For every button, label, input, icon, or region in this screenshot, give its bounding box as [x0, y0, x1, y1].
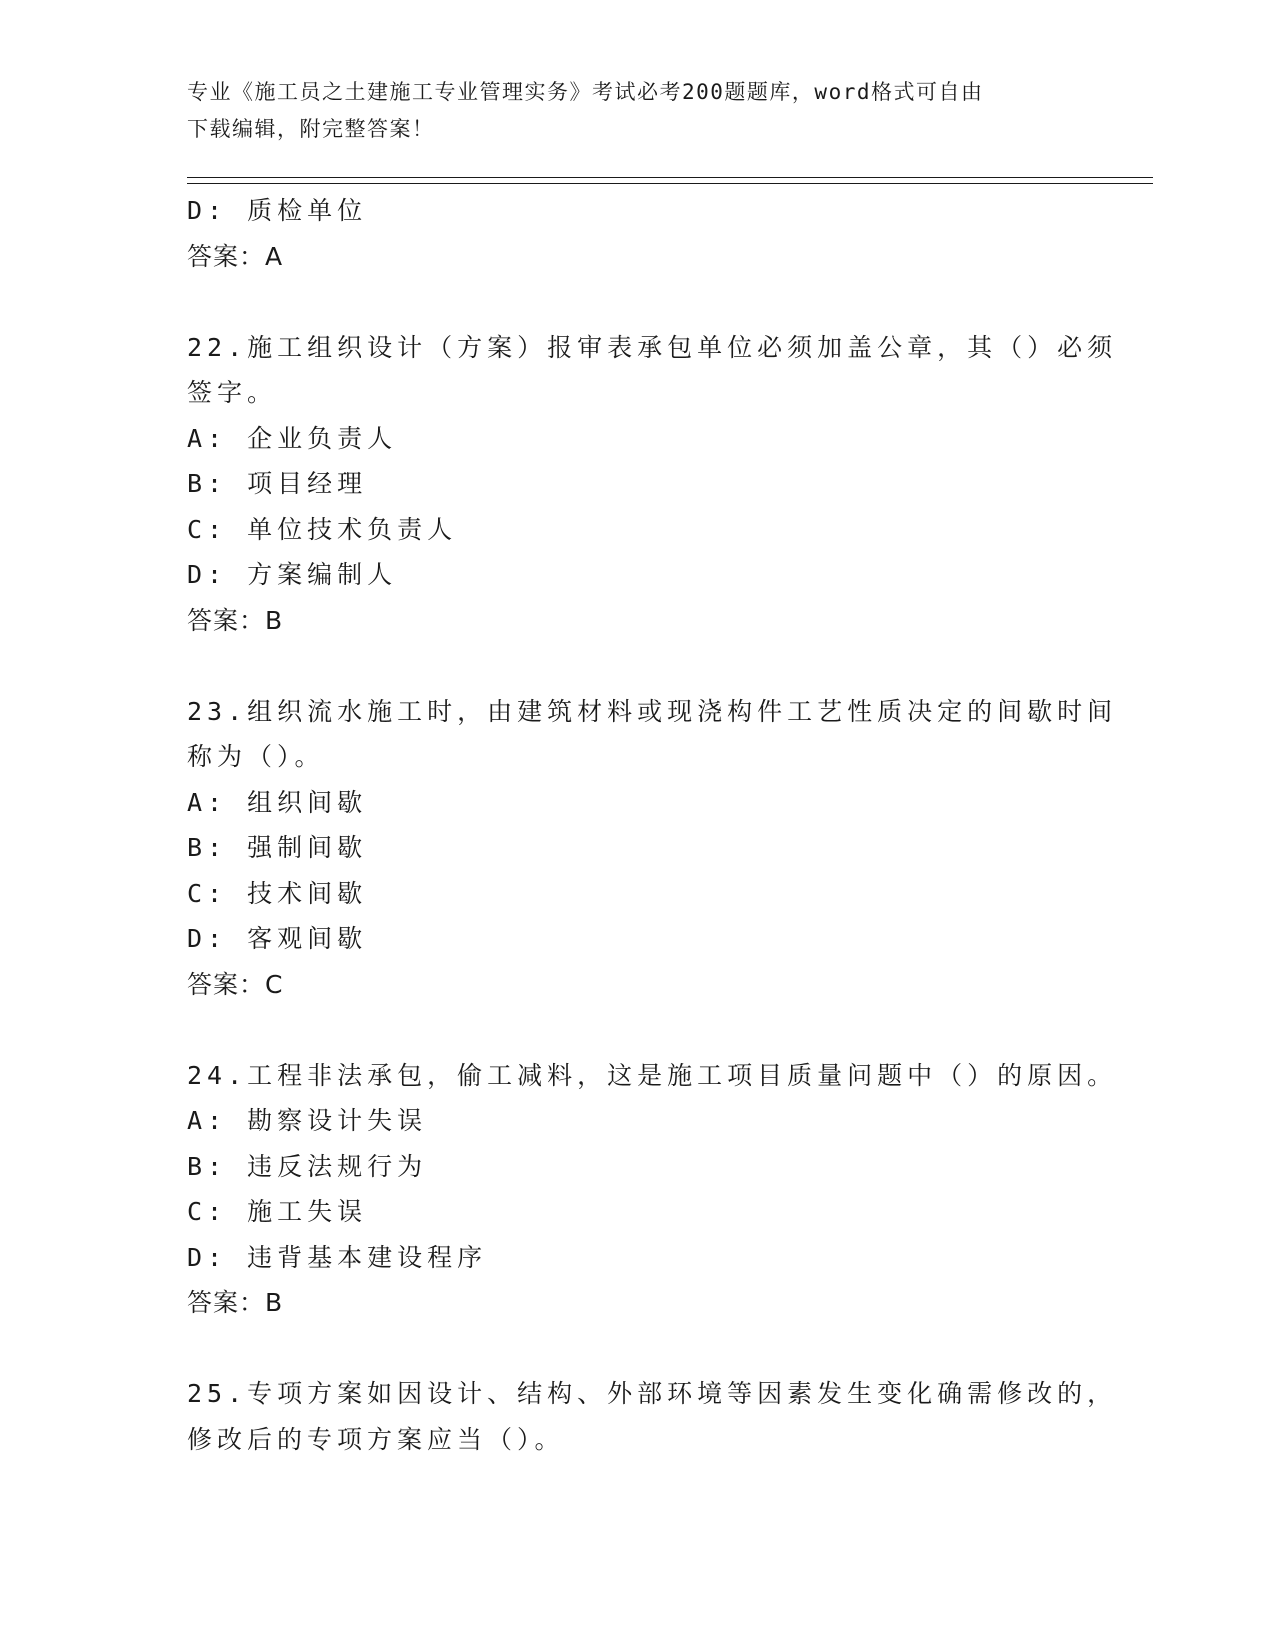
header-rule-top [187, 177, 1153, 178]
question-24-answer: 答案：B [187, 1288, 284, 1317]
question-25-text-line-2: 修改后的专项方案应当（）。 [187, 1424, 565, 1454]
answer: 答案：A [187, 241, 284, 271]
header-line-1: 专业《施工员之土建施工专业管理实务》考试必考200题题库，word格式可自由 [187, 80, 984, 104]
option-d: D: 质检单位 [187, 196, 368, 225]
question-23-text-line-2: 称为（）。 [187, 742, 325, 771]
document-header [187, 74, 1087, 148]
spacer [187, 1007, 1087, 1053]
question-23-option-b: B: 强制间歇 [187, 833, 368, 862]
spacer [187, 1326, 1087, 1372]
question-22-option-d: D: 方案编制人 [187, 560, 398, 589]
spacer [187, 643, 1087, 689]
question-25-text-line-1: 25.专项方案如因设计、结构、外部环境等因素发生变化确需修改的， [187, 1379, 1118, 1408]
header-rule-bottom [187, 183, 1153, 184]
question-24-option-b: B: 违反法规行为 [187, 1151, 428, 1181]
question-23-text-line-1: 23.组织流水施工时，由建筑材料或现浇构件工艺性质决定的间歇时间 [187, 696, 1118, 726]
question-22-answer: 答案：B [187, 605, 284, 635]
question-22-option-c: C: 单位技术负责人 [187, 514, 458, 544]
header-line-2: 下载编辑，附完整答案！ [187, 117, 435, 141]
question-22-text-line-2: 签字。 [187, 378, 278, 407]
question-23-option-d: D: 客观间歇 [187, 924, 368, 953]
question-24-text-line-1: 24.工程非法承包，偷工减料，这是施工项目质量问题中（）的原因。 [187, 1060, 1118, 1090]
question-22-option-a: A: 企业负责人 [187, 423, 398, 453]
question-23-option-c: C: 技术间歇 [187, 878, 368, 908]
document-body [187, 188, 1118, 1462]
question-23-option-a: A: 组织间歇 [187, 787, 368, 817]
question-22-option-b: B: 项目经理 [187, 469, 368, 498]
question-24-option-a: A: 勘察设计失误 [187, 1106, 428, 1135]
question-24-option-c: C: 施工失误 [187, 1197, 368, 1226]
question-22-text-line-1: 22.施工组织设计（方案）报审表承包单位必须加盖公章，其（）必须 [187, 332, 1118, 362]
question-23-answer: 答案：C [187, 969, 284, 999]
question-24-option-d: D: 违背基本建设程序 [187, 1242, 488, 1272]
spacer [187, 279, 1087, 325]
